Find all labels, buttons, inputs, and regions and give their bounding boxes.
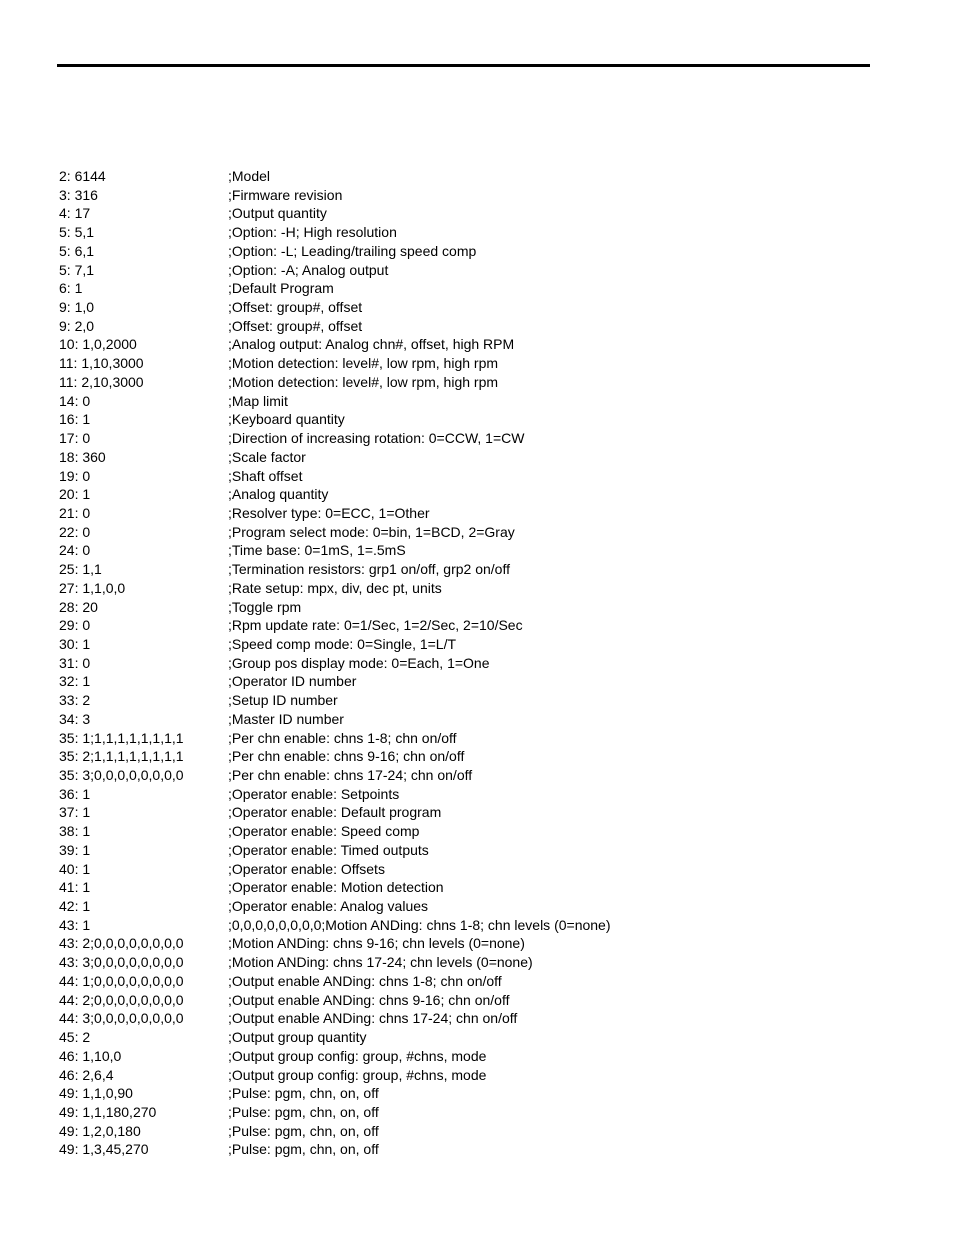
config-comment: ;Operator enable: Default program	[228, 804, 442, 821]
config-comment: ;Option: -A; Analog output	[228, 261, 389, 278]
config-key: 11: 2,10,3000	[59, 373, 144, 390]
config-line	[59, 204, 919, 223]
config-comment: ;Model	[228, 168, 271, 184]
config-line	[59, 186, 919, 205]
config-comment: ;Option: -H; High resolution	[228, 224, 397, 241]
config-comment: ;0,0,0,0,0,0,0,0;Motion ANDing: chns 1-8; chn levels (0=none)	[228, 916, 611, 933]
config-comment: ;Termination resistors: grp1 on/off, grp2 on/off	[228, 561, 510, 578]
config-line	[59, 167, 919, 186]
config-key: 3: 316	[59, 186, 98, 203]
config-key: 22: 0	[59, 523, 91, 540]
config-line	[59, 972, 919, 991]
config-line	[59, 485, 919, 504]
config-comment: ;Output enable ANDing: chns 17-24; chn on/off	[228, 1010, 518, 1027]
config-line	[59, 560, 919, 579]
config-line	[59, 335, 919, 354]
config-key: 18: 360	[59, 448, 106, 465]
config-key: 38: 1	[59, 823, 91, 840]
config-line	[59, 410, 919, 429]
config-key: 19: 0	[59, 467, 91, 484]
config-comment: ;Time base: 0=1mS, 1=.5mS	[228, 542, 406, 559]
config-comment: ;Firmware revision	[228, 186, 343, 203]
config-key: 49: 1,2,0,180	[59, 1122, 141, 1139]
config-key: 44: 1;0,0,0,0,0,0,0,0	[59, 972, 184, 989]
config-key: 2: 6144	[59, 168, 106, 184]
config-key: 6: 1	[59, 280, 83, 297]
config-key: 11: 1,10,3000	[59, 355, 144, 372]
config-line	[59, 541, 919, 560]
config-line	[59, 785, 919, 804]
config-key: 31: 0	[59, 654, 91, 671]
config-comment: ;Operator enable: Motion detection	[228, 879, 444, 896]
config-comment: ;Rate setup: mpx, div, dec pt, units	[228, 579, 442, 596]
config-key: 44: 3;0,0,0,0,0,0,0,0	[59, 1010, 184, 1027]
config-key: 35: 3;0,0,0,0,0,0,0,0	[59, 767, 184, 783]
config-line	[59, 373, 919, 392]
config-line	[59, 279, 919, 298]
config-comment: ;Offset: group#, offset	[228, 317, 363, 334]
config-key: 33: 2	[59, 692, 91, 709]
config-line	[59, 261, 919, 280]
config-comment: ;Analog output: Analog chn#, offset, high RPM	[228, 336, 515, 353]
config-comment: ;Motion detection: level#, low rpm, high rpm	[228, 355, 499, 372]
config-comment: ;Motion ANDing: chns 9-16; chn levels (0=none)	[228, 935, 525, 952]
config-key: 37: 1	[59, 804, 91, 821]
config-comment: ;Operator enable: Speed comp	[228, 823, 420, 840]
config-key: 46: 2,6,4	[59, 1066, 114, 1083]
config-line	[59, 616, 919, 635]
config-key: 45: 2	[59, 1029, 91, 1046]
config-key: 24: 0	[59, 542, 91, 559]
config-key: 14: 0	[59, 392, 91, 409]
config-key: 9: 2,0	[59, 317, 95, 334]
config-key: 43: 3;0,0,0,0,0,0,0,0	[59, 954, 184, 971]
config-key: 5: 6,1	[59, 242, 95, 259]
config-line	[59, 878, 919, 897]
config-line	[59, 953, 919, 972]
config-line	[59, 1084, 919, 1103]
config-comment: ;Output group config: group, #chns, mode	[228, 1066, 487, 1083]
config-line	[59, 766, 919, 785]
config-key: 30: 1	[59, 635, 91, 652]
config-comment: ;Map limit	[228, 392, 288, 409]
config-line	[59, 448, 919, 467]
config-line	[59, 1028, 919, 1047]
config-key: 32: 1	[59, 673, 91, 690]
config-comment: ;Output enable ANDing: chns 1-8; chn on/off	[228, 972, 502, 989]
config-comment: ;Keyboard quantity	[228, 411, 345, 428]
config-line	[59, 392, 919, 411]
config-comment: ;Scale factor	[228, 448, 306, 465]
config-key: 34: 3	[59, 710, 91, 727]
config-line	[59, 354, 919, 373]
config-comment: ;Toggle rpm	[228, 598, 302, 615]
config-line	[59, 691, 919, 710]
config-comment: ;Rpm update rate: 0=1/Sec, 1=2/Sec, 2=10/Sec	[228, 617, 523, 634]
config-key: 9: 1,0	[59, 299, 95, 316]
config-line	[59, 223, 919, 242]
config-line	[59, 523, 919, 542]
config-key: 16: 1	[59, 411, 91, 428]
config-key: 5: 7,1	[59, 261, 95, 278]
config-comment: ;Output group config: group, #chns, mode	[228, 1047, 487, 1064]
config-line	[59, 860, 919, 879]
config-line	[59, 822, 919, 841]
config-line	[59, 298, 919, 317]
config-key: 5: 5,1	[59, 224, 95, 241]
config-comment: ;Pulse: pgm, chn, on, off	[228, 1122, 379, 1139]
config-key: 25: 1,1	[59, 561, 102, 578]
config-line	[59, 916, 919, 935]
config-key: 43: 2;0,0,0,0,0,0,0,0	[59, 935, 184, 952]
config-key: 36: 1	[59, 785, 91, 802]
config-line	[59, 1009, 919, 1028]
config-line	[59, 467, 919, 486]
config-comment: ;Group pos display mode: 0=Each, 1=One	[228, 654, 490, 671]
config-comment: ;Pulse: pgm, chn, on, off	[228, 1141, 379, 1158]
config-key: 27: 1,1,0,0	[59, 579, 126, 596]
config-comment: ;Shaft offset	[228, 467, 303, 484]
config-key: 35: 1;1,1,1,1,1,1,1,1	[59, 729, 184, 746]
config-line	[59, 1122, 919, 1141]
config-line	[59, 635, 919, 654]
config-line	[59, 1103, 919, 1122]
config-comment: ;Resolver type: 0=ECC, 1=Other	[228, 504, 430, 521]
config-comment: ;Motion detection: level#, low rpm, high rpm	[228, 373, 499, 390]
config-comment: ;Option: -L; Leading/trailing speed comp	[228, 242, 477, 259]
config-comment: ;Program select mode: 0=bin, 1=BCD, 2=Gray	[228, 523, 515, 540]
config-line	[59, 672, 919, 691]
config-comment: ;Master ID number	[228, 710, 344, 727]
config-key: 49: 1,1,180,270	[59, 1103, 157, 1120]
config-line	[59, 598, 919, 617]
config-line	[59, 991, 919, 1010]
config-comment: ;Speed comp mode: 0=Single, 1=L/T	[228, 635, 457, 652]
config-line	[59, 1066, 919, 1085]
config-comment: ;Pulse: pgm, chn, on, off	[228, 1085, 379, 1102]
config-comment: ;Per chn enable: chns 17-24; chn on/off	[228, 767, 473, 783]
config-key: 21: 0	[59, 504, 91, 521]
config-comment: ;Analog quantity	[228, 486, 329, 503]
config-key: 29: 0	[59, 617, 91, 634]
config-comment: ;Output quantity	[228, 205, 327, 222]
config-key: 10: 1,0,2000	[59, 336, 137, 353]
config-comment: ;Output group quantity	[228, 1029, 367, 1046]
config-comment: ;Per chn enable: chns 9-16; chn on/off	[228, 748, 465, 765]
config-key: 35: 2;1,1,1,1,1,1,1,1	[59, 748, 184, 765]
config-line	[59, 747, 919, 766]
config-key: 46: 1,10,0	[59, 1047, 122, 1064]
config-comment: ;Per chn enable: chns 1-8; chn on/off	[228, 729, 457, 746]
config-line	[59, 1047, 919, 1066]
config-comment: ;Motion ANDing: chns 17-24; chn levels (0=none)	[228, 954, 533, 971]
config-line	[59, 504, 919, 523]
config-key: 17: 0	[59, 430, 91, 447]
config-comment: ;Setup ID number	[228, 692, 338, 709]
config-comment: ;Output enable ANDing: chns 9-16; chn on/off	[228, 991, 510, 1008]
config-key: 39: 1	[59, 841, 91, 858]
config-key: 42: 1	[59, 898, 91, 915]
config-listing	[59, 167, 919, 1159]
config-line	[59, 729, 919, 748]
config-key: 49: 1,3,45,270	[59, 1141, 149, 1158]
config-comment: ;Operator enable: Analog values	[228, 898, 429, 915]
config-line	[59, 579, 919, 598]
config-comment: ;Direction of increasing rotation: 0=CCW, 1=CW	[228, 430, 525, 447]
config-line	[59, 710, 919, 729]
config-comment: ;Offset: group#, offset	[228, 299, 363, 316]
header-rule	[57, 64, 870, 67]
config-comment: ;Operator enable: Offsets	[228, 860, 385, 877]
config-key: 28: 20	[59, 598, 98, 615]
config-comment: ;Pulse: pgm, chn, on, off	[228, 1103, 379, 1120]
config-line	[59, 897, 919, 916]
config-line	[59, 803, 919, 822]
config-comment: ;Default Program	[228, 280, 334, 297]
config-line	[59, 317, 919, 336]
config-key: 4: 17	[59, 205, 91, 222]
config-line	[59, 841, 919, 860]
config-key: 40: 1	[59, 860, 91, 877]
config-comment: ;Operator enable: Setpoints	[228, 785, 400, 802]
config-key: 43: 1	[59, 916, 91, 933]
config-line	[59, 654, 919, 673]
config-comment: ;Operator ID number	[228, 673, 357, 690]
config-line	[59, 1140, 919, 1159]
config-key: 49: 1,1,0,90	[59, 1085, 133, 1102]
config-key: 41: 1	[59, 879, 91, 896]
config-line	[59, 934, 919, 953]
config-key: 44: 2;0,0,0,0,0,0,0,0	[59, 991, 184, 1008]
config-key: 20: 1	[59, 486, 91, 503]
config-line	[59, 429, 919, 448]
config-comment: ;Operator enable: Timed outputs	[228, 841, 429, 858]
config-line	[59, 242, 919, 261]
